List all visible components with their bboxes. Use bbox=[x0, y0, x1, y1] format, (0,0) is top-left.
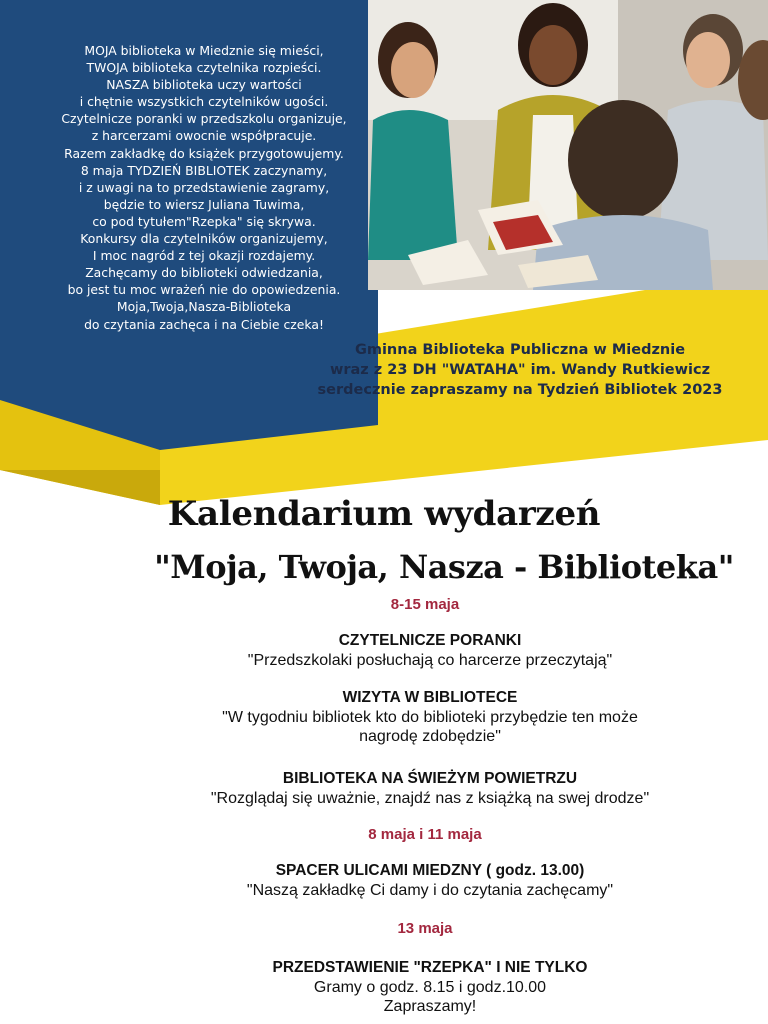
poem-line: i z uwagi na to przedstawienie zagramy, bbox=[78, 179, 330, 195]
poem-text bbox=[24, 42, 384, 333]
page-title: Kalendarium wydarzeń bbox=[167, 494, 601, 534]
poem-line: Zachęcamy do biblioteki odwiedzania, bbox=[85, 265, 323, 281]
invitation-text bbox=[300, 340, 740, 400]
poem-line: Moja,Twoja,Nasza-Biblioteka bbox=[116, 299, 292, 315]
invite-line: Gminna Biblioteka Publiczna w Miedznie bbox=[354, 342, 686, 358]
event-description: "W tygodniu bibliotek kto do biblioteki przybędzie ten może bbox=[222, 709, 638, 726]
invite-line: serdecznie zapraszamy na Tydzień Bibliotek 2023 bbox=[317, 382, 723, 398]
poem-line: z harcerzami owocnie współpracuje. bbox=[91, 128, 317, 144]
poem-line: Konkursy dla czytelników organizujemy, bbox=[80, 231, 328, 247]
event-description: Gramy o godz. 8.15 i godz.10.00 bbox=[313, 979, 547, 996]
poem-line: 8 maja TYDZIEŃ BIBLIOTEK zaczynamy, bbox=[80, 162, 328, 178]
poem-line: I moc nagród z tej okazji rozdajemy. bbox=[92, 248, 316, 264]
page-subtitle: "Moja, Twoja, Nasza - Biblioteka" bbox=[154, 548, 734, 586]
event-description: "Przedszkolaki posłuchają co harcerze przeczytają" bbox=[247, 652, 613, 669]
reading-group-photo bbox=[368, 0, 768, 290]
invite-line: wraz z 23 DH "WATAHA" im. Wandy Rutkiewicz bbox=[329, 362, 711, 378]
date-heading: 8-15 maja bbox=[390, 596, 460, 613]
event-description: "Rozglądaj się uważnie, znajdź nas z książką na swej drodze" bbox=[210, 790, 650, 807]
poem-line: będzie to wiersz Juliana Tuwima, bbox=[103, 196, 305, 212]
event-title: PRZEDSTAWIENIE "RZEPKA" I NIE TYLKO bbox=[272, 959, 588, 976]
event-description: "Naszą zakładkę Ci damy i do czytania zachęcamy" bbox=[246, 882, 614, 899]
event-title: SPACER ULICAMI MIEDZNY ( godz. 13.00) bbox=[275, 862, 585, 879]
poem-line: NASZA biblioteka uczy wartości bbox=[106, 77, 302, 93]
poem-line: TWOJA biblioteka czytelnika rozpieści. bbox=[86, 60, 322, 76]
poem-line: do czytania zachęca i na Ciebie czeka! bbox=[84, 316, 324, 332]
poem-line: i chętnie wszystkich czytelników ugości. bbox=[79, 94, 329, 110]
poem-line: MOJA biblioteka w Miedznie się mieści, bbox=[84, 43, 324, 58]
poem-line: co pod tytułem"Rzepka" się skrywa. bbox=[92, 213, 316, 229]
poem-line: Czytelnicze poranki w przedszkolu organizuje, bbox=[61, 111, 347, 127]
poem-line: Razem zakładkę do książek przygotowujemy. bbox=[64, 145, 344, 161]
date-heading: 8 maja i 11 maja bbox=[368, 826, 482, 843]
event-title: CZYTELNICZE PORANKI bbox=[338, 632, 522, 649]
event-description: Zapraszamy! bbox=[383, 998, 477, 1015]
event-title: BIBLIOTEKA NA ŚWIEŻYM POWIETRZU bbox=[282, 770, 578, 787]
poem-line: bo jest tu moc wrażeń nie do opowiedzenia. bbox=[67, 282, 341, 298]
event-title: WIZYTA W BIBLIOTECE bbox=[342, 689, 518, 706]
date-heading: 13 maja bbox=[397, 920, 453, 937]
event-description: nagrodę zdobędzie" bbox=[359, 728, 501, 745]
